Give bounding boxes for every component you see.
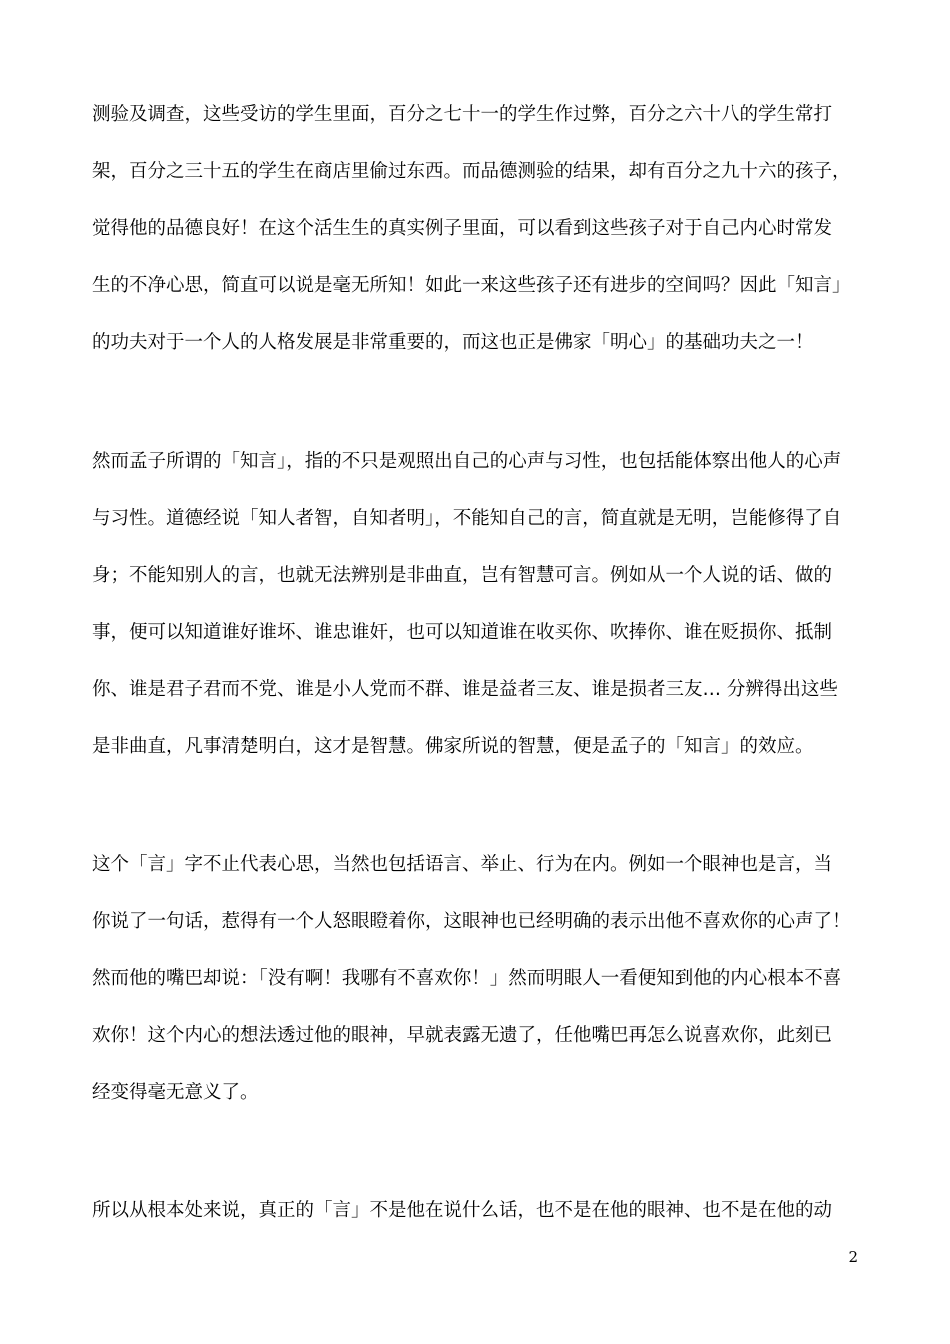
paragraph-2-line-6: 是非曲直，凡事清楚明白，这才是智慧。佛家所说的智慧，便是孟子的「知言」的效应。 [92,736,814,757]
paragraph-1-line-1: 测验及调查，这些受访的学生里面，百分之七十一的学生作过弊，百分之六十八的学生常打 [92,104,833,125]
paragraph-2-line-2: 与习性。道德经说「知人者智，自知者明」，不能知自己的言，简直就是无明，岂能修得了自 [92,508,842,529]
paragraph-4-line-1: 所以从根本处来说，真正的「言」不是他在说什么话，也不是在他的眼神、也不是在他的动 [92,1200,833,1221]
paragraph-1-line-4: 生的不净心思，简直可以说是毫无所知！如此一来这些孩子还有进步的空间吗？因此「知言」 [92,275,851,296]
paragraph-2-line-1: 然而孟子所谓的「知言」，指的不只是观照出自己的心声与习性，也包括能体察出他人的心声 [92,451,842,472]
paragraph-3-line-4: 欢你！这个内心的想法透过他的眼神，早就表露无遗了，任他嘴巴再怎么说喜欢你，此刻已 [92,1025,833,1046]
paragraph-2-line-3: 身；不能知别人的言，也就无法辨别是非曲直，岂有智慧可言。例如从一个人说的话、做的 [92,565,833,586]
paragraph-3-line-5: 经变得毫无意义了。 [92,1082,259,1103]
paragraph-3-line-2: 你说了一句话，惹得有一个人怒眼瞪着你，这眼神也已经明确的表示出他不喜欢你的心声了！ [92,911,851,932]
page-number: 2 [848,1248,858,1266]
paragraph-1-line-3: 觉得他的品德良好！在这个活生生的真实例子里面，可以看到这些孩子对于自己内心时常发 [92,218,833,239]
paragraph-2-line-5: 你、谁是君子君而不党、谁是小人党而不群、谁是益者三友、谁是损者三友… 分辨得出这些 [92,679,838,700]
paragraph-3-line-1: 这个「言」字不止代表心思，当然也包括语言、举止、行为在内。例如一个眼神也是言，当 [92,854,833,875]
paragraph-1-line-5: 的功夫对于一个人的人格发展是非常重要的，而这也正是佛家「明心」的基础功夫之一！ [92,332,814,353]
paragraph-3-line-3: 然而他的嘴巴却说：「没有啊！我哪有不喜欢你！」然而明眼人一看便知到他的内心根本不喜 [92,968,842,989]
paragraph-1-line-2: 架，百分之三十五的学生在商店里偷过东西。而品德测验的结果，却有百分之九十六的孩子， [92,161,851,182]
paragraph-2-line-4: 事，便可以知道谁好谁坏、谁忠谁奸，也可以知道谁在收买你、吹捧你、谁在贬损你、抵制 [92,622,833,643]
